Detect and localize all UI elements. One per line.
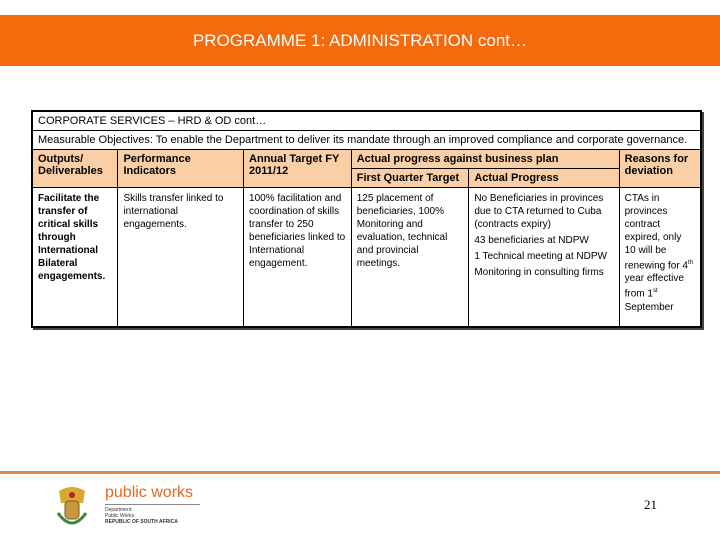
- progress-item: 43 beneficiaries at NDPW: [474, 235, 589, 246]
- reason-text: September: [624, 301, 674, 313]
- slide-title-banner: [0, 15, 720, 66]
- cell-actual-progress: [469, 188, 619, 327]
- cell-reasons: [619, 188, 701, 327]
- header-indicators: Performance Indicators: [118, 150, 244, 188]
- dept-name: Public Works: [105, 513, 135, 519]
- header-outputs: Outputs/ Deliverables: [32, 150, 118, 188]
- public-works-logo: [105, 484, 200, 525]
- header-actual-progress: Actual Progress: [469, 169, 619, 188]
- cell-annual-target: 100% facilitation and coordination of skills transfer to 250 beneficiaries linked to International engagement.: [244, 188, 352, 327]
- cell-outputs: Facilitate the transfer of critical skills through International Bilateral engagements.: [32, 188, 118, 327]
- superscript: th: [688, 260, 694, 266]
- brand-name: public works: [105, 484, 194, 501]
- progress-item: Monitoring in consulting firms: [474, 267, 604, 278]
- header-first-quarter: First Quarter Target: [351, 169, 469, 188]
- page-number: 21: [644, 497, 657, 512]
- footer-divider: [0, 471, 720, 474]
- reason-text: year effective from 1: [624, 273, 684, 300]
- reason-text: CTAs in provinces contract expired, only 10 will be renewing for 4: [624, 193, 688, 272]
- table-row: [32, 188, 701, 327]
- header-annual-target: Annual Target FY 2011/12: [244, 150, 352, 188]
- coat-of-arms-icon: [55, 485, 89, 529]
- cell-indicators: Skills transfer linked to international engagements.: [118, 188, 244, 327]
- dept-label: Department:: [105, 507, 133, 513]
- slide-title: PROGRAMME 1: ADMINISTRATION cont…: [192, 31, 528, 50]
- header-reasons: Reasons for deviation: [619, 150, 701, 188]
- header-actual-progress-group: Actual progress against business plan: [351, 150, 619, 169]
- section-title: CORPORATE SERVICES – HRD & OD cont…: [32, 111, 701, 131]
- cell-first-quarter: 125 placement of beneficiaries, 100% Monitoring and evaluation, technical and provincial meetings.: [351, 188, 469, 327]
- progress-table: [31, 110, 702, 328]
- country-name: REPUBLIC OF SOUTH AFRICA: [105, 519, 178, 525]
- progress-item: 1 Technical meeting at NDPW: [474, 251, 607, 262]
- measurable-objectives: Measurable Objectives: To enable the Department to deliver its mandate through an improved compliance and corporate governance.: [32, 131, 701, 150]
- superscript: st: [652, 288, 658, 295]
- progress-item: No Beneficiaries in provinces due to CTA returned to Cuba (contracts expiry): [474, 193, 604, 230]
